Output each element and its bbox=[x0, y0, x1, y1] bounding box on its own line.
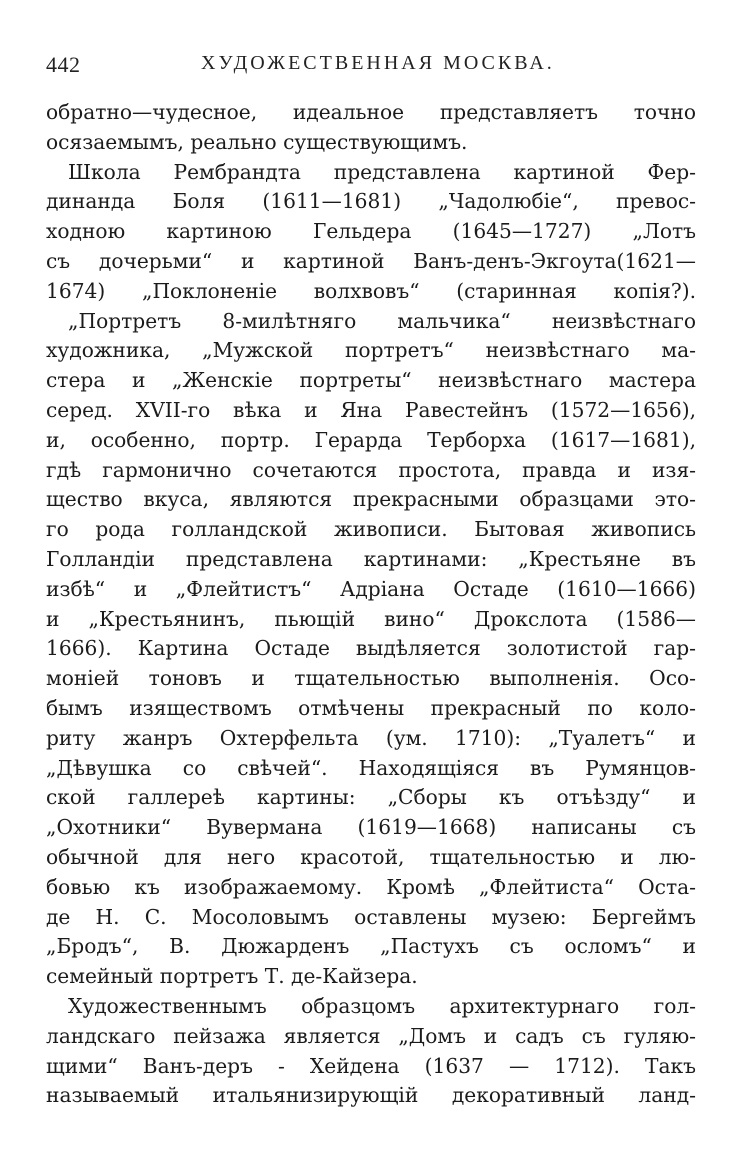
text-line: моніей тоновъ и тщательностью выполненія. Осо- bbox=[46, 666, 696, 691]
text-line: „Охотники“ Вувермана (1619—1668) написаны съ bbox=[46, 815, 696, 840]
page-header bbox=[46, 52, 696, 82]
running-head: ХУДОЖЕСТВЕННАЯ МОСКВА. bbox=[201, 52, 555, 74]
text-line: динанда Боля (1611—1681) „Чадолюбіе“, превос- bbox=[46, 189, 696, 214]
page-number: 442 bbox=[46, 52, 81, 77]
text-line: гдѣ гармонично сочетаются простота, правда и изя- bbox=[46, 457, 696, 482]
text-line: обычной для него красотой, тщательностью и лю- bbox=[46, 844, 696, 869]
text-line: риту жанръ Охтерфельта (ум. 1710): „Туалетъ“ и bbox=[46, 725, 696, 750]
body-text bbox=[46, 98, 696, 1111]
text-line: ходною картиною Гельдера (1645—1727) „Лотъ bbox=[46, 219, 696, 244]
text-line: „Дѣвушка со свѣчей“. Находящіяся въ Румянцов- bbox=[46, 755, 696, 780]
text-line: бовью къ изображаемому. Кромѣ „Флейтиста“ Оста- bbox=[46, 874, 696, 899]
text-line: серед. XVII-го вѣка и Яна Равестейнъ (1572—1656), bbox=[46, 397, 696, 422]
text-line: Художественнымъ образцомъ архитектурнаго гол- bbox=[68, 993, 696, 1018]
text-line: осязаемымъ, реально существующимъ. bbox=[46, 129, 468, 154]
text-line: 1674) „Поклоненіе волхвовъ“ (старинная копія?). bbox=[46, 278, 696, 303]
text-line: стера и „Женскіе портреты“ неизвѣстнаго мастера bbox=[46, 368, 696, 393]
text-line: Голландіи представлена картинами: „Крестьяне въ bbox=[46, 546, 696, 571]
text-line: избѣ“ и „Флейтистъ“ Адріана Остаде (1610—1666) bbox=[46, 576, 696, 601]
text-line: ской галлереѣ картины: „Сборы къ отъѣзду“ и bbox=[46, 785, 696, 810]
text-line: называемый итальянизирующій декоративный ланд- bbox=[46, 1083, 696, 1108]
text-line: „Бродъ“, В. Дюжарденъ „Пастухъ съ осломъ“ и bbox=[46, 934, 696, 959]
text-line: и „Крестьянинъ, пьющій вино“ Дрокслота (1586— bbox=[46, 606, 696, 631]
text-line: семейный портретъ Т. де-Кайзера. bbox=[46, 964, 418, 989]
text-line: „Портретъ 8-милѣтняго мальчика“ неизвѣстнаго bbox=[68, 308, 696, 333]
text-line: художника, „Мужской портретъ“ неизвѣстнаго ма- bbox=[46, 338, 696, 363]
text-line: Школа Рембрандта представлена картиной Фер- bbox=[68, 159, 696, 184]
text-line: щими“ Ванъ-деръ - Хейдена (1637 — 1712). Такъ bbox=[46, 1053, 696, 1078]
text-line: и, особенно, портр. Герарда Терборха (1617—1681), bbox=[46, 427, 696, 452]
text-line: ландскаго пейзажа является „Домъ и садъ съ гуляю- bbox=[46, 1023, 696, 1048]
text-line: бымъ изяществомъ отмѣчены прекрасный по коло- bbox=[46, 695, 696, 720]
text-line: 1666). Картина Остаде выдѣляется золотистой гар- bbox=[46, 636, 696, 661]
text-line: го рода голландской живописи. Бытовая живопись bbox=[46, 517, 696, 542]
text-line: щество вкуса, являются прекрасными образцами это- bbox=[46, 487, 696, 512]
text-line: де Н. С. Мосоловымъ оставлены музею: Бергеймъ bbox=[46, 904, 696, 929]
text-line: съ дочерьми“ и картиной Ванъ-денъ-Экгоута(1621— bbox=[46, 248, 696, 273]
text-line: обратно—чудесное, идеальное представляетъ точно bbox=[46, 100, 696, 124]
